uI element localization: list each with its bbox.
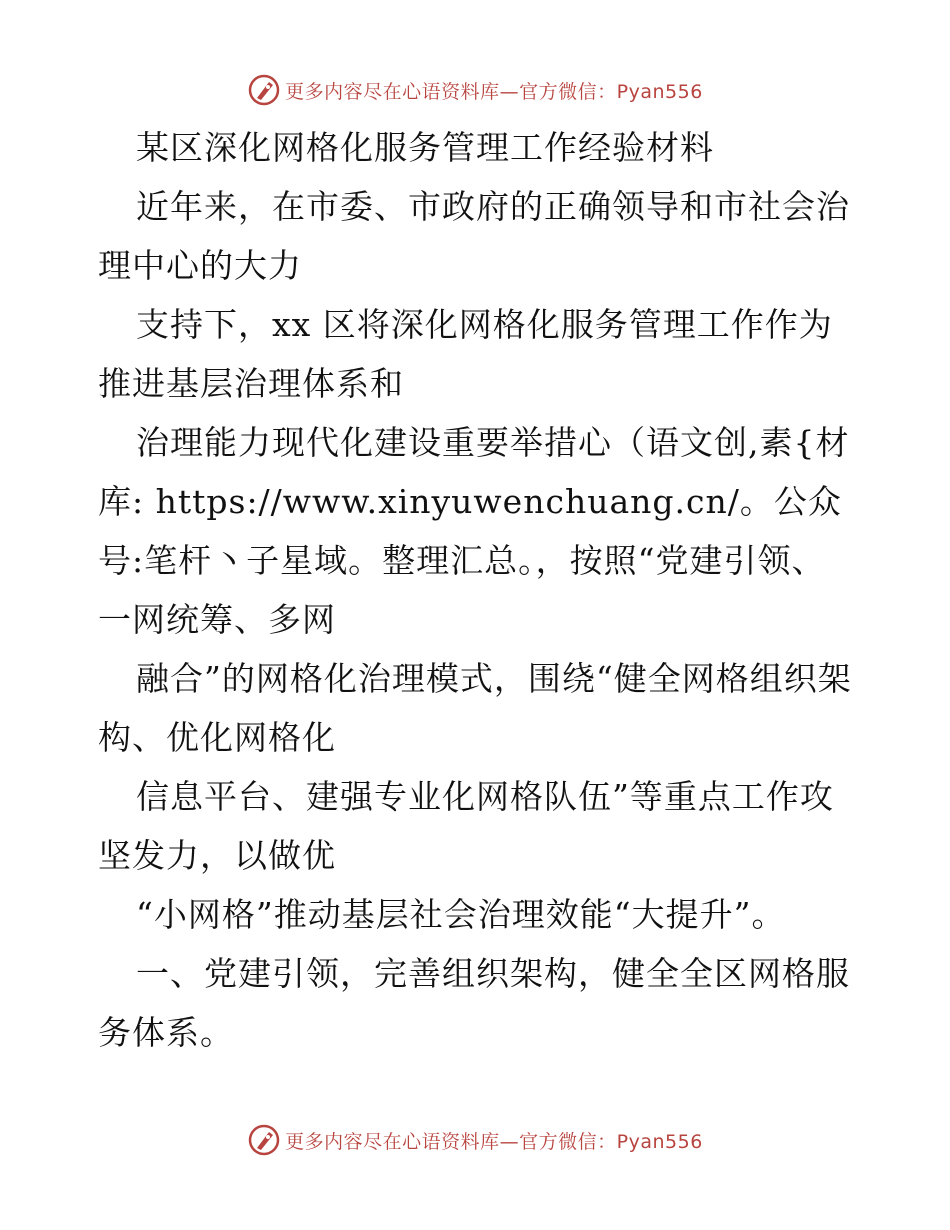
pen-nib-logo-icon xyxy=(247,1123,281,1157)
document-body xyxy=(98,118,858,1062)
section-heading: 一、党建引领，完善组织架构，健全全区网格服务体系。 xyxy=(98,954,850,1052)
paragraph: “小网格”推动基层社会治理效能“大提升”。 xyxy=(136,895,786,934)
header-watermark-text: 更多内容尽在心语资料库—官方微信：Pyan556 xyxy=(285,80,703,103)
paragraph: 信息平台、建强专业化网格队伍”等重点工作攻坚发力，以做优 xyxy=(98,777,834,875)
paragraph: 近年来，在市委、市政府的正确领导和市社会治理中心的大力 xyxy=(98,187,850,285)
paragraph: 治理能力现代化建设重要举措心（语文创,素{材库: https://www.xinyuwenchuang.cn/。公众号:笔杆丶子星域。整理汇总。，按照“党建引领、一网统筹、多网 xyxy=(98,423,850,639)
document-title: 某区深化网格化服务管理工作经验材料 xyxy=(136,128,714,167)
paragraph: 支持下，xx 区将深化网格化服务管理工作作为推进基层治理体系和 xyxy=(98,305,833,403)
footer-watermark-banner xyxy=(0,1120,950,1160)
paragraph: 融合”的网格化治理模式，围绕“健全网格组织架构、优化网格化 xyxy=(98,659,852,757)
pen-nib-logo-icon xyxy=(247,73,281,107)
header-watermark-banner xyxy=(0,70,950,110)
footer-watermark-text: 更多内容尽在心语资料库—官方微信：Pyan556 xyxy=(285,1130,703,1153)
